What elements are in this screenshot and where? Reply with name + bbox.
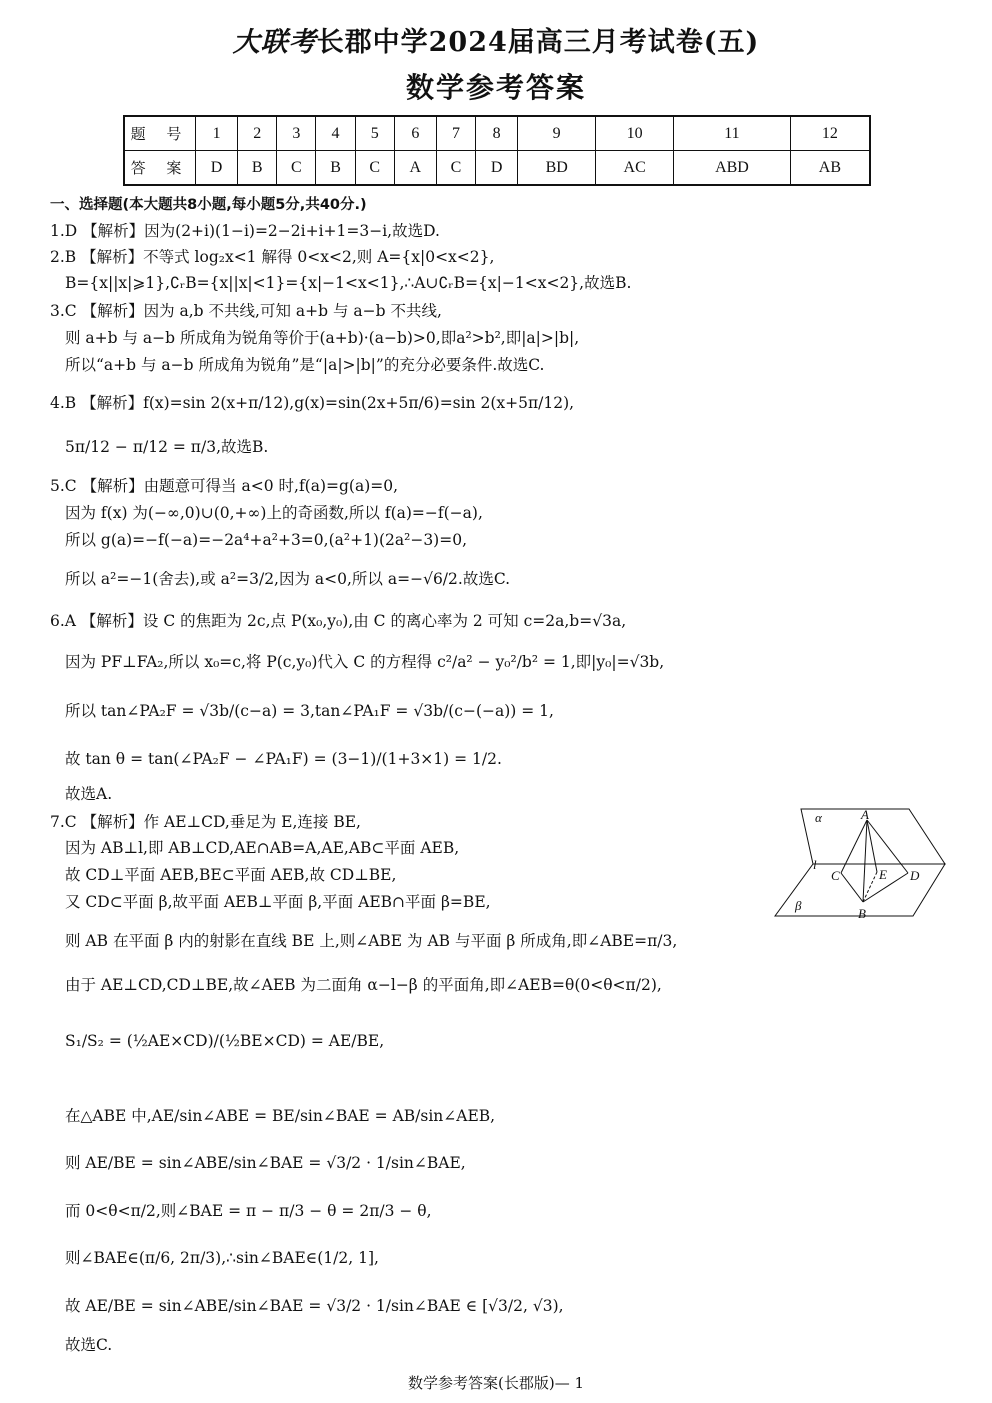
page-subtitle: 数学参考答案 xyxy=(405,71,586,104)
answer-cell: A xyxy=(394,151,436,186)
label-d: D xyxy=(910,868,920,883)
question-number: 5 xyxy=(355,116,394,151)
label-a: A xyxy=(861,807,869,822)
answer-cell: AB xyxy=(790,151,870,186)
answer-row xyxy=(124,151,870,186)
plane-alpha xyxy=(801,809,945,864)
solution-line: 则 a+b 与 a−b 所成角为锐角等价于(a+b)·(a−b)>0,即a²>b²,即|a|>|b|, xyxy=(65,329,580,347)
solution-line: 则 AE/BE = sin∠ABE/sin∠BAE = √3/2 · 1/sin∠BAE, xyxy=(65,1154,466,1172)
label-beta: β xyxy=(795,898,802,913)
question-number: 1 xyxy=(196,116,238,151)
answer-cell: C xyxy=(436,151,475,186)
question-number: 9 xyxy=(518,116,596,151)
segment-ab xyxy=(863,820,867,902)
solution-line: 因为 PF⊥FA₂,所以 x₀=c,将 P(c,y₀)代入 C 的方程得 c²/a² − y₀²/b² = 1,即|y₀|=√3b, xyxy=(65,653,665,671)
row-label: 题 号 xyxy=(124,116,196,151)
solution-line: 由于 AE⊥CD,CD⊥BE,故∠AEB 为二面角 α−l−β 的平面角,即∠AEB=θ(0<θ<π/2), xyxy=(65,976,662,994)
question-number: 3 xyxy=(277,116,316,151)
answer-cell: BD xyxy=(518,151,596,186)
solution-line: 5.C 【解析】由题意可得当 a<0 时,f(a)=g(a)=0, xyxy=(50,477,399,495)
segment-cb xyxy=(841,873,863,902)
solution-line: 4.B 【解析】f(x)=sin 2(x+π/12),g(x)=sin(2x+5π/6)=sin 2(x+5π/12), xyxy=(50,394,575,412)
segment-ac xyxy=(841,820,867,873)
solution-line: 故 tan θ = tan(∠PA₂F − ∠PA₁F) = (3−1)/(1+3×1) = 1/2. xyxy=(65,750,502,768)
solution-line: 3.C 【解析】因为 a,b 不共线,可知 a+b 与 a−b 不共线, xyxy=(50,302,442,320)
answer-cell: AC xyxy=(596,151,674,186)
solution-line: 所以“a+b 与 a−b 所成角为锐角”是“|a|>|b|”的充分必要条件.故选C. xyxy=(65,356,545,374)
solution-line: B={x||x|⩾1},∁ᵣB={x||x|<1}={x|−1<x<1},∴A∪∁ᵣB={x|−1<x<2},故选B. xyxy=(65,274,632,292)
question-number: 4 xyxy=(316,116,355,151)
solution-line: 则 AB 在平面 β 内的射影在直线 BE 上,则∠ABE 为 AB 与平面 β 所成角,即∠ABE=π/3, xyxy=(65,932,678,950)
question-number: 2 xyxy=(238,116,277,151)
question-number: 11 xyxy=(674,116,791,151)
label-b: B xyxy=(858,906,866,921)
solution-line: 则∠BAE∈(π/6, 2π/3),∴sin∠BAE∈(1/2, 1], xyxy=(65,1249,379,1267)
solution-line: 在△ABE 中,AE/sin∠ABE = BE/sin∠BAE = AB/sin∠AEB, xyxy=(65,1107,496,1125)
solution-line: 所以 tan∠PA₂F = √3b/(c−a) = 3,tan∠PA₁F = √3b/(c−(−a)) = 1, xyxy=(65,702,554,720)
solution-line: 故 CD⊥平面 AEB,BE⊂平面 AEB,故 CD⊥BE, xyxy=(65,866,397,884)
solution-line: 2.B 【解析】不等式 log₂x<1 解得 0<x<2,则 A={x|0<x<2}, xyxy=(50,248,495,266)
label-c: C xyxy=(831,868,840,883)
solution-line: 故 AE/BE = sin∠ABE/sin∠BAE = √3/2 · 1/sin∠BAE ∈ [√3/2, √3), xyxy=(65,1297,564,1315)
answer-cell: C xyxy=(355,151,394,186)
answer-cell: D xyxy=(196,151,238,186)
row-label: 答 案 xyxy=(124,151,196,186)
solution-line: 5π/12 − π/12 = π/3,故选B. xyxy=(65,438,269,456)
title-text: 长郡中学2024届高三月考试卷(五) xyxy=(316,27,760,58)
segment-ad xyxy=(867,820,908,873)
solution-line: 因为 f(x) 为(−∞,0)∪(0,+∞)上的奇函数,所以 f(a)=−f(−a), xyxy=(65,504,483,522)
answer-cell: ABD xyxy=(674,151,791,186)
solution-line: 7.C 【解析】作 AE⊥CD,垂足为 E,连接 BE, xyxy=(50,813,361,831)
solution-line: 所以 g(a)=−f(−a)=−2a⁴+a²+3=0,(a²+1)(2a²−3)=0, xyxy=(65,531,468,549)
question-number: 7 xyxy=(436,116,475,151)
brand-name: 大联考 xyxy=(232,27,317,58)
solution-line: 1.D 【解析】因为(2+i)(1−i)=2−2i+i+1=3−i,故选D. xyxy=(50,222,440,240)
answer-cell: C xyxy=(277,151,316,186)
dihedral-angle-diagram xyxy=(773,806,949,922)
label-alpha: α xyxy=(815,810,822,825)
number-row xyxy=(124,116,870,151)
question-number: 12 xyxy=(790,116,870,151)
answer-table xyxy=(123,115,871,186)
section-heading: 一、选择题(本大题共8小题,每小题5分,共40分.) xyxy=(50,197,367,213)
question-number: 8 xyxy=(476,116,518,151)
solution-line: 因为 AB⊥l,即 AB⊥CD,AE∩AB=A,AE,AB⊂平面 AEB, xyxy=(65,839,460,857)
solution-line: 故选A. xyxy=(65,785,113,803)
solution-line: 6.A 【解析】设 C 的焦距为 2c,点 P(x₀,y₀),由 C 的离心率为 2 可知 c=2a,b=√3a, xyxy=(50,612,627,630)
solution-line: 又 CD⊂平面 β,故平面 AEB⊥平面 β,平面 AEB∩平面 β=BE, xyxy=(65,893,491,911)
page-footer: 数学参考答案(长郡版)— 1 xyxy=(407,1374,585,1392)
question-number: 6 xyxy=(394,116,436,151)
page-title xyxy=(0,20,992,59)
solution-line: 所以 a²=−1(舍去),或 a²=3/2,因为 a<0,所以 a=−√6/2.故选C. xyxy=(65,570,511,588)
answer-cell: B xyxy=(238,151,277,186)
solution-line: 而 0<θ<π/2,则∠BAE = π − π/3 − θ = 2π/3 − θ, xyxy=(65,1202,432,1220)
label-l: l xyxy=(813,857,817,872)
solution-line: 故选C. xyxy=(65,1336,113,1354)
answer-cell: D xyxy=(476,151,518,186)
question-number: 10 xyxy=(596,116,674,151)
solution-line: S₁/S₂ = (½AE×CD)/(½BE×CD) = AE/BE, xyxy=(65,1032,385,1050)
label-e: E xyxy=(879,867,887,882)
answer-cell: B xyxy=(316,151,355,186)
